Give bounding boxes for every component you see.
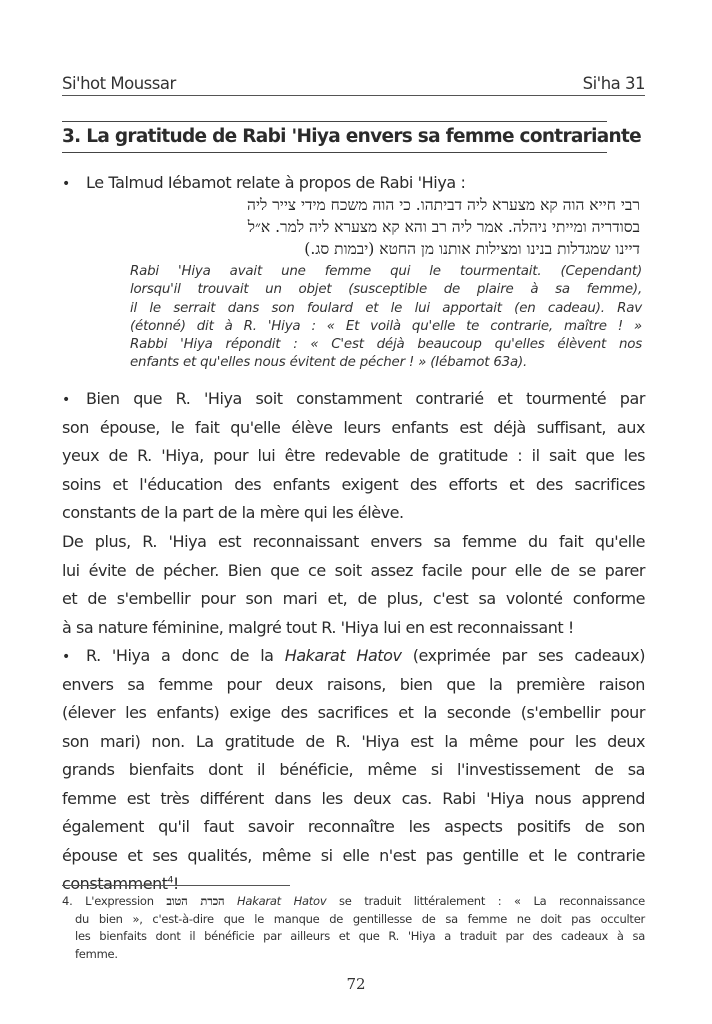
intro-text: Le Talmud Iébamot relate à propos de Rabi 'Hiya : [86, 173, 466, 192]
footnote-line: les bienfaits dont il bénéficie par ailleurs et que R. 'Hiya a traduit par des cadeaux à sa [75, 929, 645, 943]
bullet-icon: • [62, 176, 70, 192]
paragraph-line: à sa nature féminine, malgré tout R. 'Hiya lui en est reconnaissant ! [62, 617, 574, 637]
paragraph-line: envers sa femme pour deux raisons, bien que la première raison [62, 674, 645, 694]
translation-line: Rabbi 'Hiya répondit : « C'est déjà beaucoup qu'elles élèvent nos [130, 337, 642, 353]
paragraph-line: yeux de R. 'Hiya, pour lui être redevable de gratitude : il sait que les [62, 446, 645, 465]
hebrew-line: בסודריה ומייתי ניהלה. אמר ליה רב והא קא מצערא ליה למר. א״ל [247, 218, 640, 236]
translation-line: enfants et qu'elles nous évitent de pécher ! » (Iébamot 63a). [130, 355, 528, 371]
bullet-icon: • [62, 392, 70, 408]
translation-line: il le serrait dans son foulard et le lui apportait (en cadeau). Rav [130, 300, 642, 316]
hebrew-line: רבי חייא הוה קא מצערא ליה דביתהו. כי הוה משכח מידי צייר ליה [247, 196, 640, 214]
section-heading: 3. La gratitude de Rabi 'Hiya envers sa femme contrariante [62, 121, 607, 153]
paragraph-line: soins et l'éducation des enfants exigent des efforts et des sacrifices [62, 474, 645, 494]
running-header [62, 70, 645, 96]
chapter-label: Si'ha 31 [582, 74, 645, 93]
paragraph-line: son mari) non. La gratitude de R. 'Hiya est la même pour les deux [62, 731, 645, 751]
paragraph-3 [62, 642, 645, 899]
paragraph-line: (élever les enfants) exige des sacrifices et la seconde (s'embellir pour [62, 703, 645, 722]
paragraph-line: • R. 'Hiya a donc de la Hakarat Hatov (exprimée par ses cadeaux) [62, 642, 645, 671]
footnote-4 [62, 893, 645, 963]
paragraph-line: également qu'il faut savoir reconnaître les aspects positifs de son [62, 817, 645, 836]
quote-translation [130, 263, 642, 373]
footnote-divider [62, 885, 290, 886]
translation-line: Rabi 'Hiya avait une femme qui le tourmentait. (Cependant) [130, 264, 642, 279]
bullet-icon: • [62, 649, 70, 665]
paragraph-line: lui évite de pécher. Bien que ce soit assez facile pour elle de se parer [62, 560, 645, 580]
paragraph-line: De plus, R. 'Hiya est reconnaissant envers sa femme du fait qu'elle [62, 532, 645, 551]
paragraph-line: grands bienfaits dont il bénéficie, même si l'investissement de sa [62, 760, 645, 779]
footnote-line: 4. L'expression הכרת הטוב Hakarat Hatov se traduit littéralement : « La reconnaissance [62, 894, 645, 908]
translation-line: lorsqu'il trouvait un objet (susceptible de plaire à sa femme), [130, 282, 642, 298]
paragraph-line: • Bien que R. 'Hiya soit constamment contrarié et tourmenté par [62, 385, 645, 414]
footnote-reference[interactable]: 4 [167, 875, 173, 886]
book-title: Si'hot Moussar [62, 74, 176, 93]
hebrew-quote [130, 194, 640, 260]
paragraph-2 [62, 528, 645, 642]
footnote-line: femme. [75, 946, 118, 961]
paragraph-line: son épouse, le fait qu'elle élève leurs enfants est déjà suffisant, aux [62, 417, 645, 437]
paragraph-1 [62, 385, 645, 528]
paragraph-line: et de s'embellir pour son mari et, de plus, c'est sa volonté conforme [62, 589, 645, 608]
footnote-line: du bien », c'est-à-dire que le manque de gentillesse de sa femme ne doit pas occulter [75, 911, 645, 926]
hakarat-hatov-term: Hakarat Hatov [284, 646, 402, 665]
paragraph-line: constamment$^4$! [62, 874, 179, 893]
paragraph-line: épouse et ses qualités, même si elle n'est pas gentille et le contrarie [62, 845, 645, 865]
footnote-number: 4. [62, 894, 73, 908]
page-number: 72 [346, 975, 366, 993]
paragraph-line: constants de la part de la mère qui les élève. [62, 503, 404, 522]
paragraph-line: femme est très différent dans les deux cas. Rabi 'Hiya nous apprend [62, 788, 645, 808]
hebrew-line: דיינו שמגדלות בנינו ומצילות אותנו מן החטא (יבמות סג.) [304, 240, 640, 258]
intro-bullet-paragraph [62, 172, 645, 195]
hebrew-term: הכרת הטוב [166, 894, 225, 908]
translation-line: (étonné) dit à R. 'Hiya : « Et voilà qu'elle te contrarie, maître ! » [130, 318, 642, 334]
